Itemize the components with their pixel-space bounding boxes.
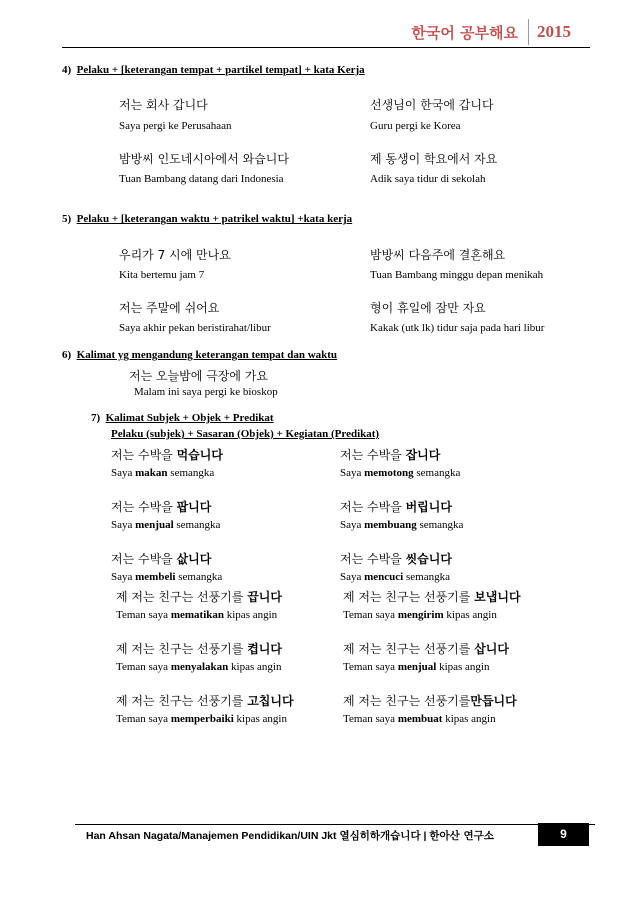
section-number: 7) [91, 412, 101, 424]
korean-sentence: 형이 휴일에 잠만 자요 [370, 301, 486, 315]
section-title: Pelaku + [keterangan tempat + partikel tempat] + kata Kerja [76, 64, 365, 76]
section-title: Kalimat Subjek + Objek + Predikat [105, 412, 274, 424]
translation: Teman saya membuat kipas angin [343, 713, 496, 725]
section-7-heading [91, 412, 274, 424]
translation: Kakak (utk lk) tidur saja pada hari libur [370, 322, 545, 334]
translation: Saya memotong semangka [340, 467, 461, 479]
footer-text [86, 828, 494, 843]
section-6-heading [62, 349, 337, 361]
header-year: 2015 [528, 19, 587, 45]
section-title: Kalimat yg mengandung keterangan tempat dan waktu [76, 349, 338, 361]
korean-sentence: 저는 수박을 먹습니다 [111, 448, 223, 462]
translation: Malam ini saya pergi ke bioskop [134, 386, 278, 398]
translation: Guru pergi ke Korea [370, 120, 461, 132]
translation: Saya membuang semangka [340, 519, 464, 531]
korean-sentence: 저는 수박을 버립니다 [340, 500, 452, 514]
translation: Teman saya menyalakan kipas angin [116, 661, 282, 673]
translation: Adik saya tidur di sekolah [370, 173, 486, 185]
korean-sentence: 저는 오늘밤에 극장에 가요 [129, 369, 268, 383]
page-number: 9 [538, 823, 589, 846]
translation: Saya makan semangka [111, 467, 215, 479]
korean-sentence: 밤방씨 인도네시아에서 와습니다 [119, 152, 289, 166]
section-5-heading [62, 213, 352, 225]
section-4-heading [62, 64, 365, 76]
korean-sentence: 저는 수박을 잡니다 [340, 448, 441, 462]
translation: Teman saya mengirim kipas angin [343, 609, 497, 621]
section-number: 4) [62, 64, 72, 76]
footer-lab: 한아산 연구소 [429, 830, 494, 842]
header-rule [62, 47, 590, 48]
translation: Saya menjual semangka [111, 519, 221, 531]
korean-sentence: 저는 수박을 팝니다 [111, 500, 212, 514]
korean-sentence: 저는 회사 갑니다 [119, 98, 208, 112]
korean-sentence: 제 동생이 학요에서 자요 [370, 152, 498, 166]
section-7-subtitle: Pelaku (subjek) + Sasaran (Objek) + Kegiatan (Predikat) [111, 428, 380, 440]
translation: Saya pergi ke Perusahaan [119, 120, 232, 132]
section-number: 5) [62, 213, 72, 225]
translation: Saya akhir pekan beristirahat/libur [119, 322, 271, 334]
translation: Saya mencuci semangka [340, 571, 450, 583]
korean-sentence: 밤방씨 다음주에 결혼해요 [370, 248, 506, 262]
korean-sentence: 제 저는 친구는 선풍기를 보냅니다 [343, 590, 521, 604]
footer-rule [75, 824, 595, 825]
korean-sentence: 저는 주말에 쉬어요 [119, 301, 220, 315]
korean-sentence: 선생님이 한국에 갑니다 [370, 98, 494, 112]
korean-sentence: 저는 수박을 삾니다 [111, 552, 212, 566]
korean-sentence: 우리가 7 시에 만나요 [119, 248, 231, 262]
translation: Teman saya mematikan kipas angin [116, 609, 278, 621]
translation: Tuan Bambang minggu depan menikah [370, 269, 544, 281]
translation: Saya membeli semangka [111, 571, 223, 583]
footer-separator: | [420, 830, 430, 842]
translation: Teman saya menjual kipas angin [343, 661, 490, 673]
translation: Kita bertemu jam 7 [119, 269, 205, 281]
korean-sentence: 제 저는 친구는 선풍기를 삽니다 [343, 642, 509, 656]
korean-sentence: 제 저는 친구는 선풍기를 켭니다 [116, 642, 282, 656]
korean-sentence: 제 저는 친구는 선풍기를 고칩니다 [116, 694, 294, 708]
footer-motto: 열심히하개습니다 [339, 830, 421, 842]
korean-sentence: 저는 수박을 씻습니다 [340, 552, 452, 566]
translation: Teman saya memperbaiki kipas angin [116, 713, 287, 725]
footer-author: Han Ahsan Nagata/Manajemen Pendidikan/UIN Jkt [86, 830, 340, 842]
header-title: 한국어 공부해요 [411, 24, 518, 42]
translation: Tuan Bambang datang dari Indonesia [119, 173, 284, 185]
section-number: 6) [62, 349, 72, 361]
korean-sentence: 제 저는 친구는 선풍기를 끕니다 [116, 590, 282, 604]
section-title: Pelaku + [keterangan waktu + patrikel waktu] +kata kerja [76, 213, 353, 225]
korean-sentence: 제 저는 친구는 선풍기를만듭니다 [343, 694, 517, 708]
